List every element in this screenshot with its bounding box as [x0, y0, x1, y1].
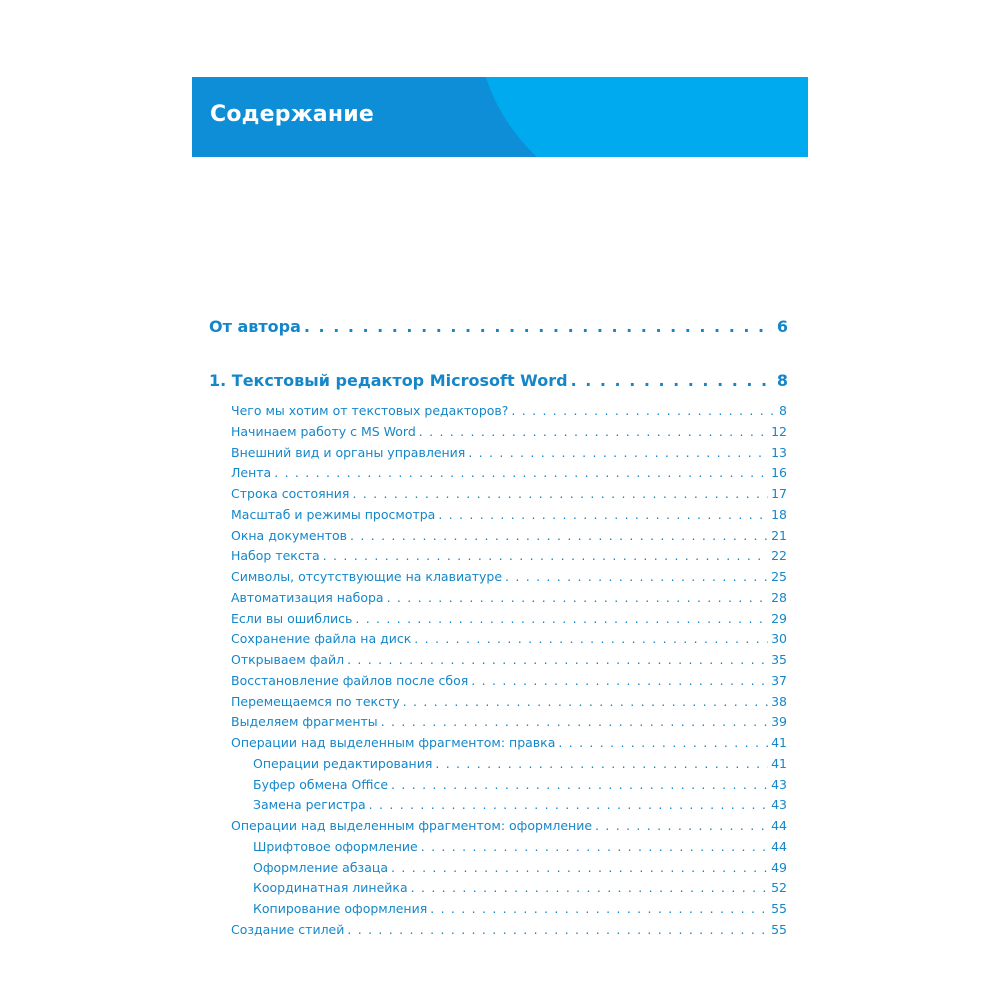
toc-section-label: Набор текста: [231, 548, 320, 563]
toc-leader-dots: [421, 837, 768, 857]
toc-section-entry[interactable]: [231, 816, 787, 836]
toc-leader-dots: [323, 546, 768, 566]
toc-chapter-page: 6: [776, 317, 788, 336]
toc-section-entry[interactable]: [231, 650, 787, 670]
toc-section-entry[interactable]: [231, 484, 787, 504]
toc-leader-dots: [381, 712, 768, 732]
toc-section-label: Перемещаемся по тексту: [231, 694, 400, 709]
toc-subsection-page: 43: [771, 777, 787, 792]
toc-leader-dots: [387, 588, 769, 608]
toc-subsection-page: 49: [771, 860, 787, 875]
toc-chapter-entry[interactable]: [209, 370, 788, 392]
toc-leader-dots: [511, 401, 776, 421]
toc-leader-dots: [391, 775, 768, 795]
toc-section-entry[interactable]: [231, 712, 787, 732]
toc-leader-dots: [274, 463, 768, 483]
toc-section-entry[interactable]: [231, 692, 787, 712]
toc-subsection-label: Оформление абзаца: [253, 860, 389, 875]
toc-section-label: Чего мы хотим от текстовых редакторов?: [231, 403, 509, 418]
toc-section-entry[interactable]: [231, 443, 787, 463]
toc-section-entry[interactable]: [231, 463, 787, 483]
toc-subsection-label: Координатная линейка: [253, 880, 408, 895]
toc-section-label: Окна документов: [231, 528, 348, 543]
page-title: Содержание: [210, 102, 374, 127]
toc-section-entry[interactable]: [231, 567, 787, 587]
toc-section-label: Лента: [231, 465, 272, 480]
toc-section-page: 55: [771, 922, 787, 937]
toc-leader-dots: [430, 899, 768, 919]
toc-subsection-page: 44: [771, 839, 787, 854]
toc-leader-dots: [505, 567, 768, 587]
toc-section-page: 22: [771, 548, 787, 563]
toc-section-page: 21: [771, 528, 787, 543]
toc-section-label: Масштаб и режимы просмотра: [231, 507, 436, 522]
toc-subsection-page: 43: [771, 797, 787, 812]
toc-chapter-label: 1. Текстовый редактор Microsoft Word: [209, 371, 568, 390]
toc-section-label: Открываем файл: [231, 652, 345, 667]
toc-subsection-label: Копирование оформления: [253, 901, 428, 916]
toc-section-label: Сохранение файла на диск: [231, 631, 412, 646]
toc-section-entry[interactable]: [231, 546, 787, 566]
toc-section-entry[interactable]: [231, 629, 787, 649]
toc-section-page: 39: [771, 714, 787, 729]
toc-section-label: Создание стилей: [231, 922, 345, 937]
toc-subsection-page: 52: [771, 880, 787, 895]
toc-section-label: Символы, отсутствующие на клавиатуре: [231, 569, 503, 584]
toc-section-entry[interactable]: [231, 588, 787, 608]
toc-leader-dots: [403, 692, 768, 712]
toc-subsection-label: Шрифтовое оформление: [253, 839, 418, 854]
toc-subsection-page: 41: [771, 756, 787, 771]
toc-section-page: 12: [771, 424, 787, 439]
toc-section-entry[interactable]: [231, 733, 787, 753]
toc-section-entry[interactable]: [231, 526, 787, 546]
toc-section-page: 44: [771, 818, 787, 833]
toc-section-page: 30: [771, 631, 787, 646]
toc-leader-dots: [595, 816, 768, 836]
toc-leader-dots: [347, 650, 768, 670]
toc-leader-dots: [435, 754, 768, 774]
toc-section-entry[interactable]: [231, 609, 787, 629]
toc-section-entry[interactable]: [231, 505, 787, 525]
toc-leader-dots: [468, 443, 768, 463]
toc-leader-dots: [411, 878, 768, 898]
toc-subsection-page: 55: [771, 901, 787, 916]
toc-subsection-entry[interactable]: [253, 795, 787, 815]
toc-section-page: 29: [771, 611, 787, 626]
toc-leader-dots: [347, 920, 768, 940]
toc-section-page: 38: [771, 694, 787, 709]
toc-leader-dots: [571, 370, 774, 392]
toc-leader-dots: [350, 526, 768, 546]
toc-subsection-entry[interactable]: [253, 775, 787, 795]
toc-subsection-label: Замена регистра: [253, 797, 366, 812]
toc-section-label: Строка состояния: [231, 486, 350, 501]
toc-subsection-label: Буфер обмена Office: [253, 777, 389, 792]
toc-section-page: 18: [771, 507, 787, 522]
toc-section-label: Начинаем работу с MS Word: [231, 424, 416, 439]
toc-section-page: 16: [771, 465, 787, 480]
toc-section-entry[interactable]: [231, 401, 787, 421]
toc-section-entry[interactable]: [231, 671, 787, 691]
toc-section-page: 41: [771, 735, 787, 750]
toc-leader-dots: [471, 671, 768, 691]
toc-section-label: Если вы ошиблись: [231, 611, 353, 626]
toc-section-page: 28: [771, 590, 787, 605]
toc-section-entry[interactable]: [231, 422, 787, 442]
toc-section-label: Внешний вид и органы управления: [231, 445, 466, 460]
toc-leader-dots: [414, 629, 768, 649]
toc-chapter-page: 8: [776, 371, 788, 390]
toc-chapter-label: От автора: [209, 317, 301, 336]
toc-subsection-entry[interactable]: [253, 878, 787, 898]
toc-leader-dots: [419, 422, 768, 442]
toc-subsection-entry[interactable]: [253, 837, 787, 857]
toc-section-page: 13: [771, 445, 787, 460]
toc-subsection-entry[interactable]: [253, 754, 787, 774]
toc-leader-dots: [438, 505, 768, 525]
toc-section-label: Автоматизация набора: [231, 590, 384, 605]
toc-section-label: Операции над выделенным фрагментом: правка: [231, 735, 556, 750]
toc-leader-dots: [391, 858, 768, 878]
toc-section-page: 17: [771, 486, 787, 501]
toc-leader-dots: [558, 733, 768, 753]
toc-subsection-label: Операции редактирования: [253, 756, 433, 771]
toc-section-label: Выделяем фрагменты: [231, 714, 378, 729]
toc-subsection-entry[interactable]: [253, 899, 787, 919]
contents-header-band: [192, 77, 808, 157]
toc-leader-dots: [352, 484, 768, 504]
toc-section-page: 37: [771, 673, 787, 688]
toc-subsection-entry[interactable]: [253, 858, 787, 878]
toc-section-page: 25: [771, 569, 787, 584]
toc-leader-dots: [355, 609, 768, 629]
toc-section-label: Операции над выделенным фрагментом: оформление: [231, 818, 593, 833]
toc-section-label: Восстановление файлов после сбоя: [231, 673, 469, 688]
toc-section-page: 8: [779, 403, 787, 418]
toc-section-page: 35: [771, 652, 787, 667]
header-decorative-circle: [477, 77, 808, 157]
toc-section-entry[interactable]: [231, 920, 787, 940]
toc-leader-dots: [304, 316, 774, 338]
toc-leader-dots: [369, 795, 768, 815]
toc-chapter-entry[interactable]: [209, 316, 788, 338]
